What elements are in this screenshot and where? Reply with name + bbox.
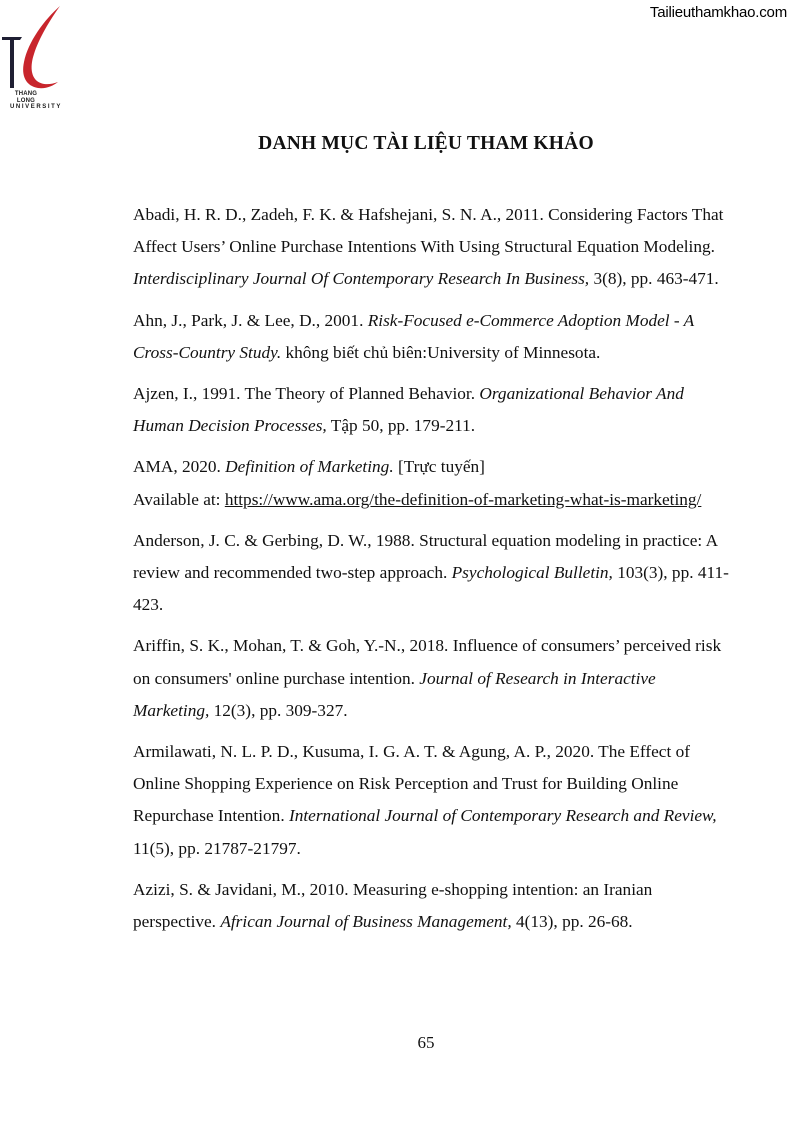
reference-details: [Trực tuyến] — [393, 457, 485, 477]
reference-item — [133, 305, 733, 369]
reference-item — [133, 736, 733, 865]
reference-details: 3(8), pp. 463-471. — [589, 269, 719, 289]
reference-text: Anderson, J. C. & Gerbing, D. W., 1988. Structural equation modeling in practice: A review and recommended two-step approach. — [133, 530, 718, 583]
reference-text: Armilawati, N. L. P. D., Kusuma, I. G. A. T. & Agung, A. P., 2020. The Effect of Online Shopping Experience on Risk Perception and Trust for Building Online Repurchase Intention. — [133, 742, 690, 826]
reference-source: Interdisciplinary Journal Of Contemporary Research In Business, — [133, 269, 590, 289]
reference-source: Risk-Focused e-Commerce Adoption Model - A Cross-Country Study. — [133, 310, 694, 362]
watermark-link[interactable]: Tailieuthamkhao.com — [649, 4, 787, 21]
reference-item — [133, 874, 733, 938]
reference-details: không biết chủ biên:University of Minnesota. — [281, 342, 601, 362]
reference-source: Psychological Bulletin, — [451, 563, 613, 583]
thang-long-logo-icon — [0, 2, 80, 94]
logo-line2: UNIVERSITY — [10, 104, 63, 110]
reference-link[interactable]: https://www.ama.org/the-definition-of-marketing-what-is-marketing/ — [224, 489, 702, 509]
reference-source: Organizational Behavior And Human Decision Processes, — [133, 384, 684, 436]
reference-item — [133, 378, 733, 442]
available-at-label: Available at: — [133, 489, 225, 509]
reference-text: Ariffin, S. K., Mohan, T. & Goh, Y.-N., 2018. Influence of consumers’ perceived risk on consumers' online purchase intention. — [133, 636, 722, 688]
reference-source: African Journal of Business Management, — [220, 912, 512, 932]
reference-text: Ahn, J., Park, J. & Lee, D., 2001. — [133, 310, 368, 330]
reference-details: 4(13), pp. 26-68. — [511, 912, 633, 932]
reference-details: 12(3), pp. 309-327. — [209, 700, 348, 720]
logo-line1: THANG LONG — [14, 91, 38, 104]
reference-text: Azizi, S. & Javidani, M., 2010. Measuring e-shopping intention: an Iranian perspective. — [133, 879, 653, 932]
page-title: DANH MỤC TÀI LIỆU THAM KHẢO — [258, 133, 594, 154]
university-logo — [0, 2, 80, 110]
reference-item — [133, 630, 733, 727]
reference-text: Ajzen, I., 1991. The Theory of Planned Behavior. — [133, 384, 480, 404]
reference-item — [133, 451, 733, 515]
reference-source: Definition of Marketing. — [225, 457, 394, 477]
reference-text: Abadi, H. R. D., Zadeh, F. K. & Hafshejani, S. N. A., 2011. Considering Factors That Affect Users’ Online Purchase Intentions With Using Structural Equation Modeling. — [133, 205, 724, 257]
page-number: 65 — [417, 1033, 435, 1052]
reference-source: Journal of Research in Interactive Marketing, — [133, 668, 656, 720]
reference-details: 11(5), pp. 21787-21797. — [133, 838, 301, 858]
logo-text — [10, 91, 63, 111]
reference-details: 103(3), pp. 411-423. — [133, 563, 729, 615]
reference-list — [133, 199, 733, 947]
reference-source: International Journal of Contemporary Research and Review, — [288, 806, 717, 826]
reference-item — [133, 199, 733, 296]
reference-details: Tập 50, pp. 179-211. — [326, 416, 476, 436]
reference-text: AMA, 2020. — [133, 457, 226, 477]
reference-item — [133, 525, 733, 622]
